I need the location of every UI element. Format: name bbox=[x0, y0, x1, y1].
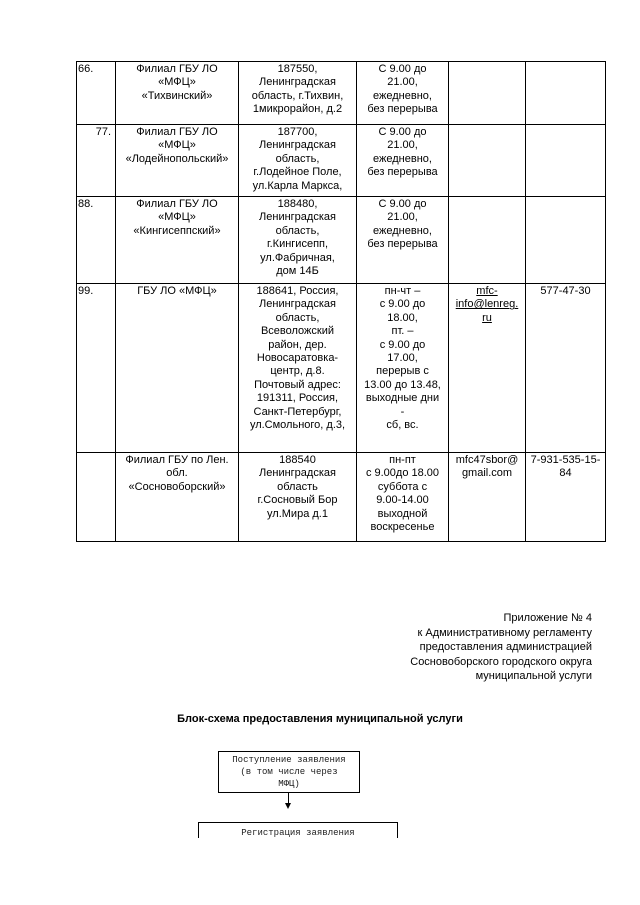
cell-line: пн-чт – bbox=[384, 285, 421, 297]
cell-line: с 9.00до 18.00 bbox=[365, 467, 440, 480]
email-link[interactable]: info@lenreg. bbox=[455, 298, 519, 311]
cell-line: ежедневно, bbox=[373, 89, 432, 102]
cell-line: «Кингисеппский» bbox=[133, 224, 221, 237]
appendix-line: к Административному регламенту bbox=[417, 626, 592, 639]
table-cell-num bbox=[77, 453, 116, 542]
cell-line: 13.00 до 13.48, bbox=[364, 378, 441, 391]
cell-line: С 9.00 до bbox=[378, 198, 427, 210]
cell-line: gmail.com bbox=[461, 467, 513, 480]
cell-line: ул.Карла Маркса, bbox=[252, 179, 343, 192]
table-cell-address bbox=[239, 125, 357, 197]
table-cell-hours bbox=[357, 453, 449, 542]
cell-line: область, bbox=[275, 224, 320, 237]
cell-line: Санкт-Петербург, bbox=[253, 405, 342, 418]
cell-line: выходные дни bbox=[365, 392, 440, 405]
cell-line: выходной bbox=[377, 507, 428, 520]
cell-line: область bbox=[277, 480, 318, 493]
cell-line: Всеволожский bbox=[260, 325, 335, 338]
page-bottom-margin bbox=[0, 838, 640, 905]
cell-line: 188540 bbox=[279, 454, 316, 466]
cell-line: 188480, bbox=[277, 198, 318, 210]
table-cell-phone bbox=[526, 125, 606, 197]
cell-line: 188641, Россия, bbox=[256, 285, 339, 297]
mfc-table-body bbox=[77, 62, 606, 542]
cell-line: 17.00, bbox=[387, 352, 418, 365]
cell-line: 21.00, bbox=[387, 76, 418, 89]
table-cell-phone bbox=[526, 62, 606, 125]
table-cell-email[interactable] bbox=[449, 284, 526, 453]
cell-line: 18.00, bbox=[387, 311, 418, 324]
cell-line: ул.Фабричная, bbox=[260, 251, 335, 264]
flowchart-box-line: МФЦ) bbox=[278, 779, 300, 789]
cell-line: обл. bbox=[166, 467, 188, 480]
table-cell-email bbox=[449, 453, 526, 542]
table-row bbox=[77, 62, 606, 125]
table-cell-address bbox=[239, 197, 357, 284]
cell-line: mfc47sbor@ bbox=[455, 454, 519, 466]
cell-line: Филиал ГБУ ЛО bbox=[136, 198, 218, 210]
flowchart-title: Блок-схема предоставления муниципальной услуги bbox=[177, 713, 463, 725]
cell-line: ежедневно, bbox=[373, 152, 432, 165]
cell-line: Филиал ГБУ по Лен. bbox=[125, 454, 229, 466]
cell-line: 187550, bbox=[277, 63, 318, 75]
appendix-line: предоставления администрацией bbox=[419, 641, 592, 654]
table-cell-address bbox=[239, 62, 357, 125]
cell-line: Ленинградская bbox=[259, 76, 336, 89]
cell-line: пт. – bbox=[391, 325, 414, 338]
table-cell-email bbox=[449, 197, 526, 284]
cell-line: воскресенье bbox=[370, 521, 435, 534]
cell-line: ежедневно, bbox=[373, 224, 432, 237]
cell-line: «Сосновоборский» bbox=[128, 480, 226, 493]
table-cell-hours bbox=[357, 197, 449, 284]
cell-line: Ленинградская bbox=[259, 139, 336, 152]
cell-line: 84 bbox=[559, 467, 572, 480]
cell-line: Новосаратовка- bbox=[256, 352, 339, 365]
flowchart-box-line: Регистрация заявления bbox=[241, 828, 355, 838]
cell-line: перерыв с bbox=[376, 365, 429, 378]
cell-line: 1микрорайон, д.2 bbox=[252, 103, 343, 116]
cell-line: 7-931-535-15- bbox=[530, 454, 601, 466]
cell-line: Ленинградская bbox=[259, 211, 336, 224]
cell-line: 187700, bbox=[277, 126, 318, 138]
cell-line: г.Лодейное Поле, bbox=[253, 166, 342, 179]
cell-line: 9.00-14.00 bbox=[376, 494, 429, 507]
appendix-line: Сосновоборского городского округа bbox=[410, 655, 592, 668]
cell-line: 21.00, bbox=[387, 139, 418, 152]
table-cell-name bbox=[116, 284, 239, 453]
table-cell-phone bbox=[526, 197, 606, 284]
cell-line: дом 14Б bbox=[276, 265, 319, 278]
table-cell-email bbox=[449, 62, 526, 125]
flowchart-box-line: Поступление заявления bbox=[232, 755, 346, 765]
table-cell-email bbox=[449, 125, 526, 197]
cell-line: суббота с bbox=[377, 480, 428, 493]
flowchart-arrow-head-icon bbox=[285, 803, 291, 809]
table-cell-phone bbox=[526, 453, 606, 542]
table-cell-name bbox=[116, 62, 239, 125]
cell-line: «Тихвинский» bbox=[141, 89, 213, 102]
cell-line: ГБУ ЛО «МФЦ» bbox=[137, 285, 217, 297]
email-link[interactable]: ru bbox=[482, 311, 492, 324]
table-cell-hours bbox=[357, 284, 449, 453]
table-cell-name bbox=[116, 197, 239, 284]
cell-line: г.Кингисепп, bbox=[266, 238, 329, 251]
appendix-header bbox=[410, 611, 592, 684]
cell-line: Филиал ГБУ ЛО bbox=[136, 126, 218, 138]
cell-line: С 9.00 до bbox=[378, 63, 427, 75]
cell-line: пн-пт bbox=[389, 454, 416, 466]
cell-line: Ленинградская bbox=[259, 298, 336, 311]
cell-line: центр, д.8. bbox=[270, 365, 325, 378]
cell-line: С 9.00 до bbox=[378, 126, 427, 138]
flowchart-box-application-received bbox=[218, 751, 360, 793]
table-cell-num: 99. bbox=[77, 284, 116, 453]
table-cell-num: 66. bbox=[77, 62, 116, 125]
cell-line: область, bbox=[275, 311, 320, 324]
cell-line: 21.00, bbox=[387, 211, 418, 224]
email-link[interactable]: mfc- bbox=[476, 285, 498, 297]
mfc-branches-table bbox=[76, 61, 606, 542]
cell-line: «МФЦ» bbox=[158, 76, 196, 89]
table-cell-name bbox=[116, 453, 239, 542]
cell-line: ул.Мира д.1 bbox=[267, 507, 328, 520]
flowchart-box-line: (в том числе через bbox=[240, 767, 338, 777]
cell-line: «МФЦ» bbox=[158, 139, 196, 152]
table-cell-hours bbox=[357, 125, 449, 197]
table-row bbox=[77, 125, 606, 197]
cell-line: область, г.Тихвин, bbox=[251, 89, 344, 102]
cell-line: Ленинградская bbox=[259, 467, 336, 480]
cell-line: без перерыва bbox=[367, 103, 438, 116]
cell-line: Филиал ГБУ ЛО bbox=[136, 63, 218, 75]
cell-line: 191311, Россия, bbox=[256, 392, 339, 405]
table-cell-num: 77. bbox=[77, 125, 116, 197]
table-row bbox=[77, 453, 606, 542]
cell-line: - bbox=[400, 405, 405, 418]
cell-line: с 9.00 до bbox=[379, 298, 426, 311]
cell-line: сб, вс. bbox=[386, 419, 419, 432]
table-cell-address bbox=[239, 453, 357, 542]
table-cell-num: 88. bbox=[77, 197, 116, 284]
cell-line: г.Сосновый Бор bbox=[257, 494, 338, 507]
table-cell-address bbox=[239, 284, 357, 453]
cell-line: Почтовый адрес: bbox=[254, 378, 341, 391]
cell-line: ул.Смольного, д.3, bbox=[249, 419, 346, 432]
table-row bbox=[77, 197, 606, 284]
cell-line: 577-47-30 bbox=[540, 285, 591, 297]
table-cell-name bbox=[116, 125, 239, 197]
appendix-line: Приложение № 4 bbox=[503, 612, 592, 624]
cell-line: район, дер. bbox=[268, 338, 327, 351]
table-cell-hours bbox=[357, 62, 449, 125]
cell-line: область, bbox=[275, 152, 320, 165]
cell-line: без перерыва bbox=[367, 166, 438, 179]
table-row bbox=[77, 284, 606, 453]
cell-line: с 9.00 до bbox=[379, 338, 426, 351]
table-cell-phone bbox=[526, 284, 606, 453]
appendix-line: муниципальной услуги bbox=[475, 670, 592, 683]
cell-line: «МФЦ» bbox=[158, 211, 196, 224]
cell-line: без перерыва bbox=[367, 238, 438, 251]
cell-line: «Лодейнопольский» bbox=[125, 152, 229, 165]
